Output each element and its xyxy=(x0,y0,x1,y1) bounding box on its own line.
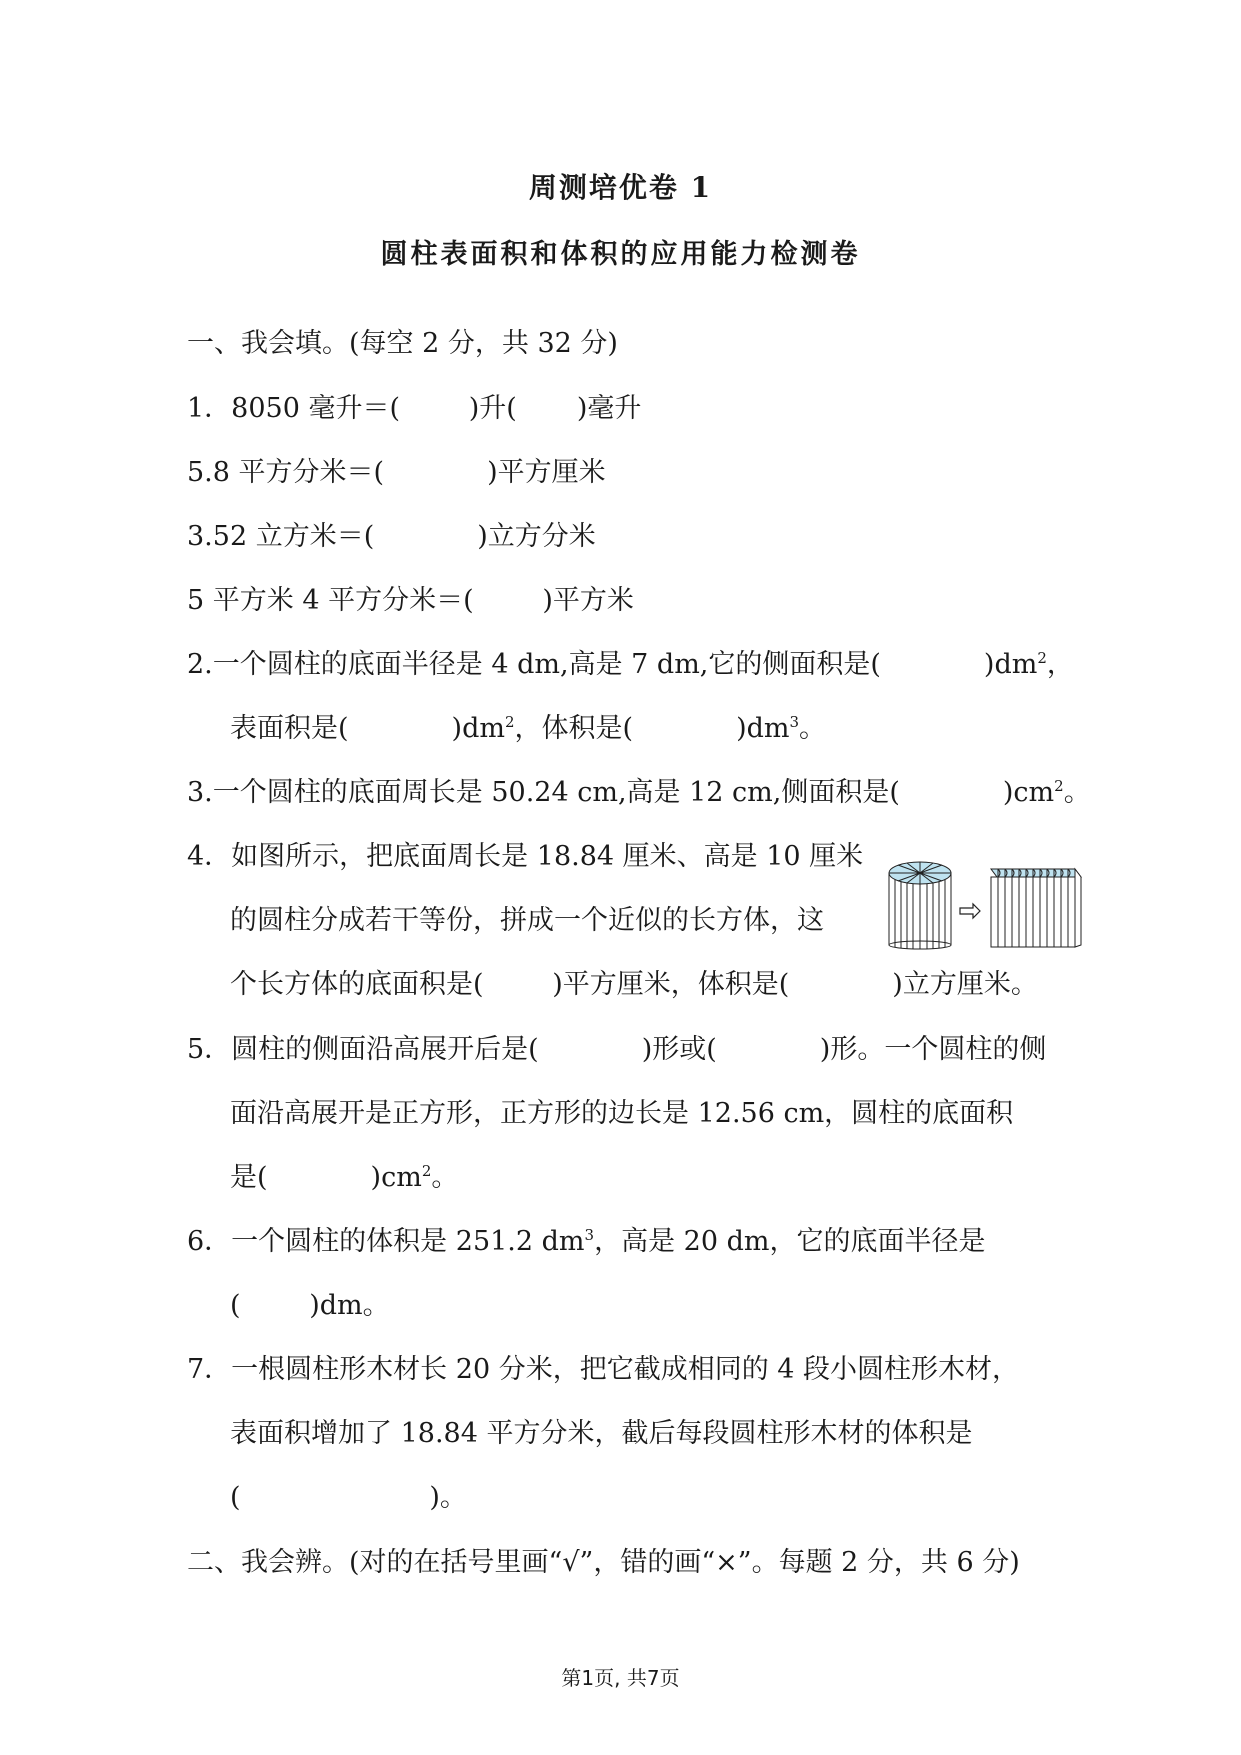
question-4-line-1: 4．如图所示，把底面周长是 18.84 厘米、高是 10 厘米 xyxy=(187,841,864,872)
answer-blank[interactable] xyxy=(517,393,577,424)
answer-blank[interactable] xyxy=(374,521,477,552)
question-7-line-3: ( )。 xyxy=(230,1482,467,1513)
answer-blank[interactable] xyxy=(717,1034,820,1065)
answer-blank[interactable] xyxy=(539,1034,642,1065)
question-7-line-1: 7．一根圆柱形木材长 20 分米，把它截成相同的 4 段小圆柱形木材， xyxy=(187,1354,1020,1385)
answer-blank[interactable] xyxy=(349,713,452,744)
question-4-line-2: 的圆柱分成若干等份，拼成一个近似的长方体，这 xyxy=(230,905,824,936)
answer-blank[interactable] xyxy=(384,457,487,488)
cylinder-icon xyxy=(889,862,951,949)
question-1-line-4: 5 平方米 4 平方分米＝( )平方米 xyxy=(187,585,634,616)
question-2-line-1: 2.一个圆柱的底面半径是 4 dm,高是 7 dm,它的侧面积是( )$dm^2$， xyxy=(187,649,1074,680)
answer-blank[interactable] xyxy=(881,649,984,680)
question-1-line-2: 5.8 平方分米＝( )平方厘米 xyxy=(187,457,606,488)
answer-blank[interactable] xyxy=(241,1482,430,1513)
cuboid-icon xyxy=(991,869,1081,947)
page-subtitle: 圆柱表面积和体积的应用能力检测卷 xyxy=(380,239,861,270)
answer-blank[interactable] xyxy=(484,969,553,1000)
section-2-heading: 二、我会辨。(对的在括号里画“√”，错的画“×”。每题 2 分，共 6 分) xyxy=(187,1547,1020,1578)
question-5-line-3: 是( )$cm^2$。 xyxy=(230,1162,459,1193)
answer-blank[interactable] xyxy=(474,585,543,616)
question-6-line-1: 6．一个圆柱的体积是 251.2 $dm^3$，高是 20 dm，它的底面半径是 xyxy=(187,1226,986,1257)
answer-blank[interactable] xyxy=(900,777,1003,808)
page-title: 周测培优卷 1 xyxy=(528,171,713,204)
page-footer: 第1页, 共7页 xyxy=(561,1666,680,1690)
answer-blank[interactable] xyxy=(633,713,736,744)
question-5-line-2: 面沿高展开是正方形，正方形的边长是 12.56 cm，圆柱的底面积 xyxy=(230,1098,1014,1129)
answer-blank[interactable] xyxy=(789,969,892,1000)
question-1-line-1: 1．8050 毫升＝( )升( )毫升 xyxy=(187,393,642,424)
section-1-heading: 一、我会填。(每空 2 分，共 32 分) xyxy=(187,328,618,359)
question-5-line-1: 5．圆柱的侧面沿高展开后是( )形或( )形。一个圆柱的侧 xyxy=(187,1034,1047,1065)
answer-blank[interactable] xyxy=(241,1290,310,1321)
question-6-line-2: ( )dm。 xyxy=(230,1290,390,1321)
cylinder-to-cuboid-diagram xyxy=(887,855,1082,950)
arrow-right-icon xyxy=(960,904,980,918)
question-1-line-3: 3.52 立方米＝( )立方分米 xyxy=(187,521,596,552)
question-2-line-2: 表面积是( )$dm^2$，体积是( )$dm^3$。 xyxy=(230,713,827,744)
answer-blank[interactable] xyxy=(268,1162,371,1193)
question-3: 3.一个圆柱的底面周长是 50.24 cm,高是 12 cm,侧面积是( )$cm^2$。 xyxy=(187,777,1091,808)
question-7-line-2: 表面积增加了 18.84 平方分米，截后每段圆柱形木材的体积是 xyxy=(230,1418,973,1449)
answer-blank[interactable] xyxy=(400,393,469,424)
question-4-line-3: 个长方体的底面积是( )平方厘米，体积是( )立方厘米。 xyxy=(230,969,1038,1000)
